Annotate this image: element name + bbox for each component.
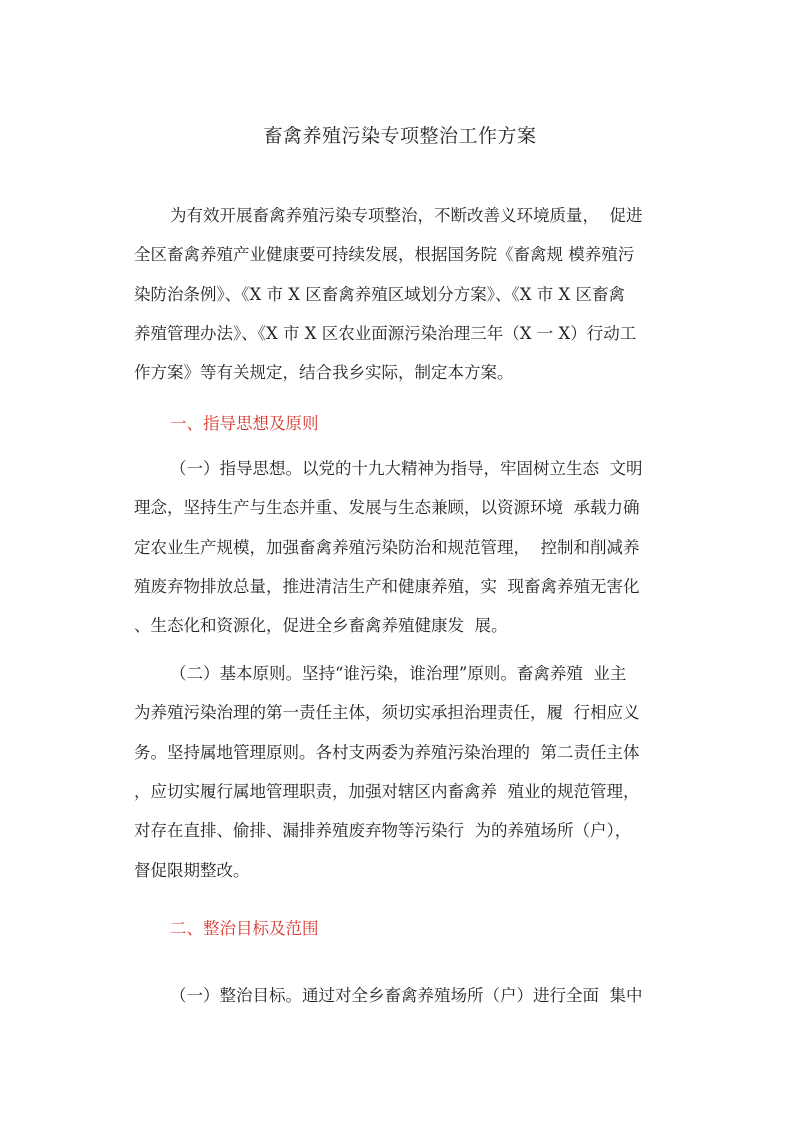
section1-para2-line-5: 对存在直排、偷排、漏排养殖废弃物等污染行 为的养殖场所（户）， (134, 821, 632, 840)
intro-line-1: 为有效开展畜禽养殖污染专项整治，不断改善义环境质量， 促进 (170, 206, 643, 225)
section1-para1-line-1: （一）指导思想。以党的十九大精神为指导，牢固树立生态 文明 (170, 459, 643, 478)
section1-para2-line-1: （二）基本原则。坚持“谁污染，谁治理”原则。畜禽养殖 业主 (170, 664, 627, 683)
section1-para1-line-3: 定农业生产规模，加强畜禽养殖污染防治和规范管理， 控制和削减养 (134, 538, 640, 557)
section1-para1-line-5: 、生态化和资源化，促进全乡畜禽养殖健康发 展。 (134, 616, 508, 635)
section1-para2-line-4: ，应切实履行属地管理职责，加强对辖区内畜禽养 殖业的规范管理， (134, 782, 640, 801)
section2-para1-line-1: （一）整治目标。通过对全乡畜禽养殖场所（户）进行全面 集中 (170, 986, 643, 1005)
section1-para2-line-6: 督促限期整改。 (134, 861, 250, 880)
section1-para1-line-4: 殖废弃物排放总量，推进清洁生产和健康养殖，实 现畜禽养殖无害化 (134, 577, 640, 596)
intro-line-4: 养殖管理办法》、《X 市 X 区农业面源污染治理三年（X 一 X）行动工 (134, 324, 637, 343)
intro-line-3: 染防治条例》、《X 市 X 区畜禽养殖区域划分方案》、《X 市 X 区畜禽 (134, 285, 625, 304)
section-heading-guiding-principles: 一、指导思想及原则 (170, 414, 319, 433)
section1-para2-line-3: 务。坚持属地管理原则。各村支两委为养殖污染治理的 第二责任主体 (134, 743, 640, 762)
intro-line-2: 全区畜禽养殖产业健康要可持续发展，根据国务院《畜禽规 模养殖污 (134, 245, 635, 264)
section-heading-targets-scope: 二、整治目标及范围 (170, 919, 319, 938)
section1-para2-line-2: 为养殖污染治理的第一责任主体，须切实承担治理责任，履 行相应义 (134, 703, 640, 722)
document-title: 畜禽养殖污染专项整治工作方案 (263, 125, 537, 147)
section1-para1-line-2: 理念，坚持生产与生态并重、发展与生态兼顾，以资源环境 承载力确 (134, 498, 640, 517)
intro-line-5: 作方案》等有关规定，结合我乡实际，制定本方案。 (134, 363, 514, 382)
